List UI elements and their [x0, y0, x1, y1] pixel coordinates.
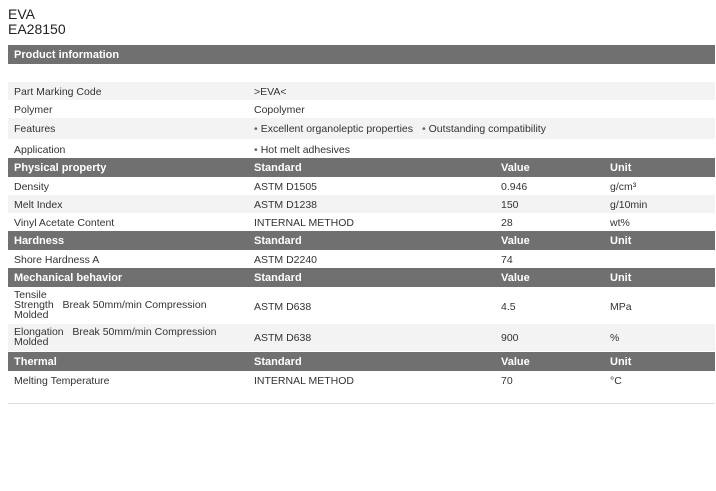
info-value: Copolymer: [254, 104, 305, 116]
property-name: Vinyl Acetate Content: [14, 217, 115, 229]
application-list: [254, 144, 350, 156]
table-bottom-divider: [8, 403, 715, 404]
column-unit: Unit: [610, 272, 632, 284]
property-unit: g/10min: [610, 199, 648, 211]
info-label: Polymer: [14, 104, 53, 116]
column-value: Value: [501, 356, 530, 368]
section-header-thermal: [8, 352, 715, 371]
property-line: Elongation Break 50mm/min Compression: [14, 326, 217, 338]
product-grade-title: EA28150: [8, 21, 66, 37]
section-header-physical: [8, 158, 715, 177]
features-list: [254, 123, 546, 135]
property-value: 150: [501, 199, 519, 211]
table-row: [8, 371, 715, 389]
info-label: Application: [14, 144, 66, 156]
info-label: Part Marking Code: [14, 86, 102, 98]
bullet-icon: •: [254, 144, 258, 156]
info-value: >EVA<: [254, 86, 287, 98]
column-unit: Unit: [610, 162, 632, 174]
table-row: [8, 250, 715, 268]
property-line: Molded: [14, 309, 49, 321]
property-value: 28: [501, 217, 513, 229]
application-item: Hot melt adhesives: [260, 144, 350, 156]
info-row-features: [8, 118, 715, 139]
product-family-title: EVA: [8, 6, 35, 22]
property-value: 900: [501, 332, 519, 344]
section-header-mechanical: [8, 268, 715, 287]
property-standard: INTERNAL METHOD: [254, 217, 354, 229]
property-line: Molded: [14, 336, 49, 348]
property-unit: MPa: [610, 301, 632, 313]
table-row: [8, 177, 715, 195]
property-standard: ASTM D1505: [254, 181, 318, 193]
property-name: [14, 327, 217, 347]
column-standard: Standard: [254, 272, 302, 284]
info-row-application: [8, 139, 715, 158]
property-unit: %: [610, 332, 620, 344]
property-name: [14, 290, 207, 320]
property-unit: °C: [610, 375, 622, 387]
column-unit: Unit: [610, 235, 632, 247]
property-line: Tensile: [14, 289, 47, 301]
feature-item: Excellent organoleptic properties: [260, 123, 414, 135]
section-title: Physical property: [14, 162, 107, 174]
section-title: Hardness: [14, 235, 65, 247]
column-value: Value: [501, 272, 530, 284]
column-standard: Standard: [254, 235, 302, 247]
column-standard: Standard: [254, 162, 302, 174]
property-line: Strength Break 50mm/min Compression: [14, 299, 207, 311]
info-row-polymer: [8, 100, 715, 118]
property-name: Shore Hardness A: [14, 254, 100, 266]
bullet-icon: •: [421, 123, 426, 135]
property-name: Density: [14, 181, 50, 193]
section-title: Thermal: [14, 356, 57, 368]
bullet-icon: •: [254, 123, 258, 135]
property-standard: ASTM D1238: [254, 199, 318, 211]
property-standard: ASTM D638: [254, 301, 312, 313]
column-value: Value: [501, 162, 530, 174]
property-unit: g/cm³: [610, 181, 637, 193]
property-value: 4.5: [501, 301, 516, 313]
table-row: [8, 287, 715, 324]
property-standard: ASTM D638: [254, 332, 312, 344]
property-value: 74: [501, 254, 513, 266]
product-information-header: [8, 45, 715, 64]
property-value: 0.946: [501, 181, 528, 193]
column-standard: Standard: [254, 356, 302, 368]
table-row: [8, 195, 715, 213]
info-label: Features: [14, 123, 56, 135]
property-standard: ASTM D2240: [254, 254, 318, 266]
info-row-part-marking: [8, 82, 715, 100]
property-standard: INTERNAL METHOD: [254, 375, 354, 387]
property-unit: wt%: [610, 217, 630, 229]
table-row: [8, 324, 715, 351]
property-name: Melt Index: [14, 199, 63, 211]
feature-item: Outstanding compatibility: [428, 123, 546, 135]
property-value: 70: [501, 375, 513, 387]
column-value: Value: [501, 235, 530, 247]
section-title: Product information: [14, 49, 120, 61]
section-title: Mechanical behavior: [14, 272, 123, 284]
column-unit: Unit: [610, 356, 632, 368]
property-name: Melting Temperature: [14, 375, 110, 387]
section-header-hardness: [8, 231, 715, 250]
table-row: [8, 213, 715, 231]
